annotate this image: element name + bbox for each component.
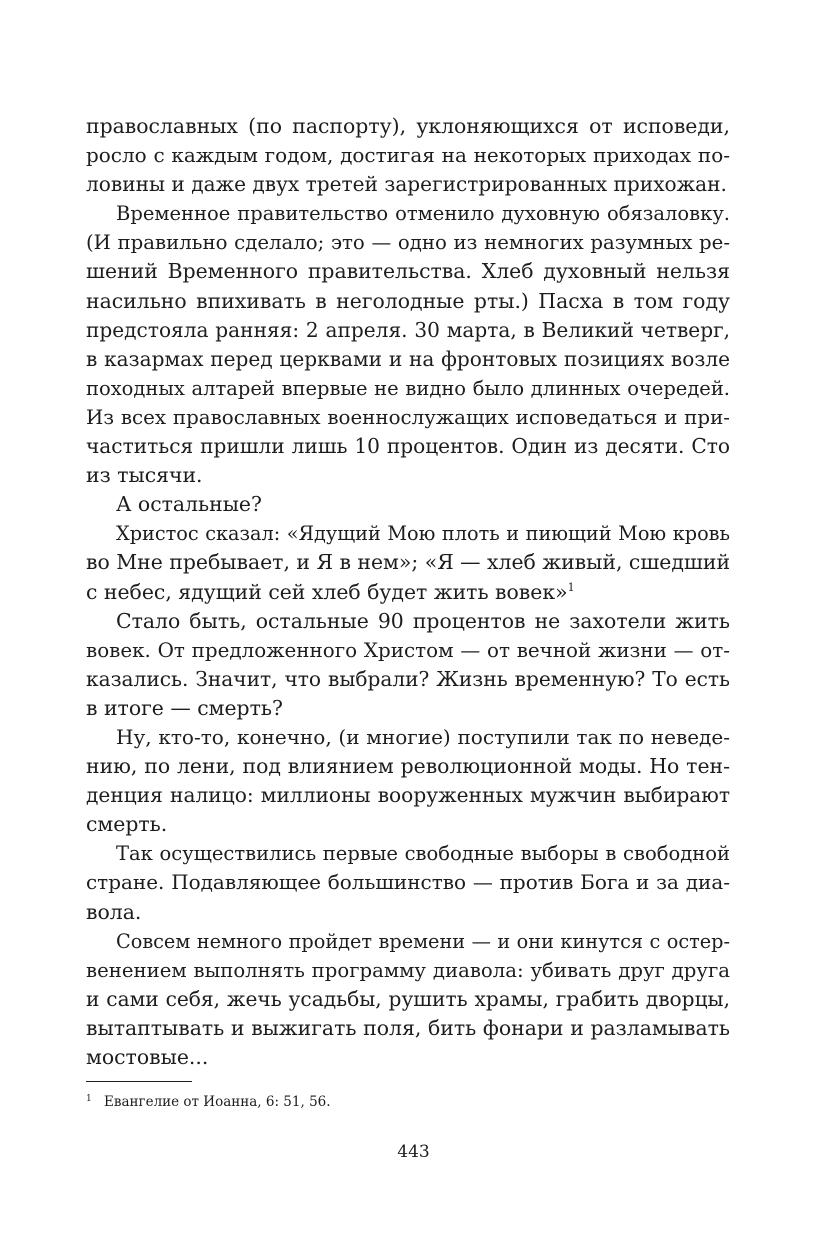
footnote-text: Евангелие от Иоанна, 6: 51, 56.	[104, 1094, 331, 1110]
text-line: нию, по лени, под влиянием революционной моды. Но тен-	[86, 754, 730, 779]
text-line: предстояла ранняя: 2 апреля. 30 марта, в Великий четверг,	[86, 317, 730, 342]
footnote	[86, 1090, 331, 1111]
text-line: вола.	[86, 899, 142, 924]
footnote-mark: 1	[86, 1094, 92, 1104]
text-line: вовек. От предложенного Христом — от вечной жизни — от-	[86, 638, 730, 662]
text-line: венением выполнять программу диавола: убивать друг друга	[86, 958, 730, 982]
text-line: казались. Значит, что выбрали? Жизнь временную? То есть	[86, 666, 730, 691]
text-line: Временное правительство отменило духовную обязаловку.	[116, 202, 730, 226]
page-number: 443	[397, 1142, 430, 1162]
text-line: шений Временного правительства. Хлеб духовный нельзя	[86, 259, 730, 284]
text-line: и сами себя, жечь усадьбы, рушить храмы, грабить дворцы,	[86, 986, 730, 1011]
text-line: походных алтарей впервые не видно было длинных очередей.	[86, 376, 730, 400]
text-line: Из всех православных военнослужащих исповедаться и при-	[86, 405, 730, 429]
text-line: Стало быть, остальные 90 процентов не захотели жить	[116, 608, 730, 633]
text-line: росло с каждым годом, достигая на некоторых приходах по-	[86, 143, 730, 168]
text-line: Совсем немного пройдет времени — и они кинутся с остер-	[116, 929, 730, 953]
text-line: стране. Подавляющее большинство — против Бога и за диа-	[86, 870, 730, 895]
text-line-content: с небес, ядущий сей хлеб будет жить вовек»	[86, 579, 568, 604]
text-line: денция налицо: миллионы вооруженных мужчин выбирают	[86, 783, 730, 808]
text-line: в казармах перед церквами и на фронтовых позициях возле	[86, 346, 730, 371]
footnote-divider	[86, 1081, 192, 1082]
text-line: смерть.	[86, 812, 168, 837]
text-line: Ну, кто-то, конечно, (и многие) поступили так по неведе-	[116, 724, 730, 749]
text-line: А остальные?	[116, 492, 262, 517]
text-line: мостовые...	[86, 1045, 209, 1069]
text-line: насильно впихивать в неголодные рты.) Пасха в том году	[86, 288, 730, 313]
text-line: во Мне пребывает, и Я в нем»; «Я — хлеб живый, сшедший	[86, 550, 730, 575]
footnote-reference[interactable]: 1	[567, 580, 575, 594]
text-line: из тысячи.	[86, 463, 203, 488]
text-line: в итоге — смерть?	[86, 695, 283, 720]
text-line: частиться пришли лишь 10 процентов. Один из десяти. Сто	[86, 434, 730, 459]
body-text	[86, 112, 730, 1072]
text-line: (И правильно сделало; это — одно из немногих разумных ре-	[86, 231, 730, 255]
text-line-with-footnote	[86, 578, 730, 607]
text-line: православных (по паспорту), уклоняющихся от исповеди,	[86, 114, 730, 138]
text-line: вытаптывать и выжигать поля, бить фонари и разламывать	[86, 1015, 730, 1040]
text-line: ловины и даже двух третей зарегистрированных прихожан.	[86, 172, 727, 197]
text-line: Христос сказал: «Ядущий Мою плоть и пиющий Мою кровь	[116, 522, 730, 546]
text-line: Так осуществились первые свободные выборы в свободной	[116, 842, 730, 866]
